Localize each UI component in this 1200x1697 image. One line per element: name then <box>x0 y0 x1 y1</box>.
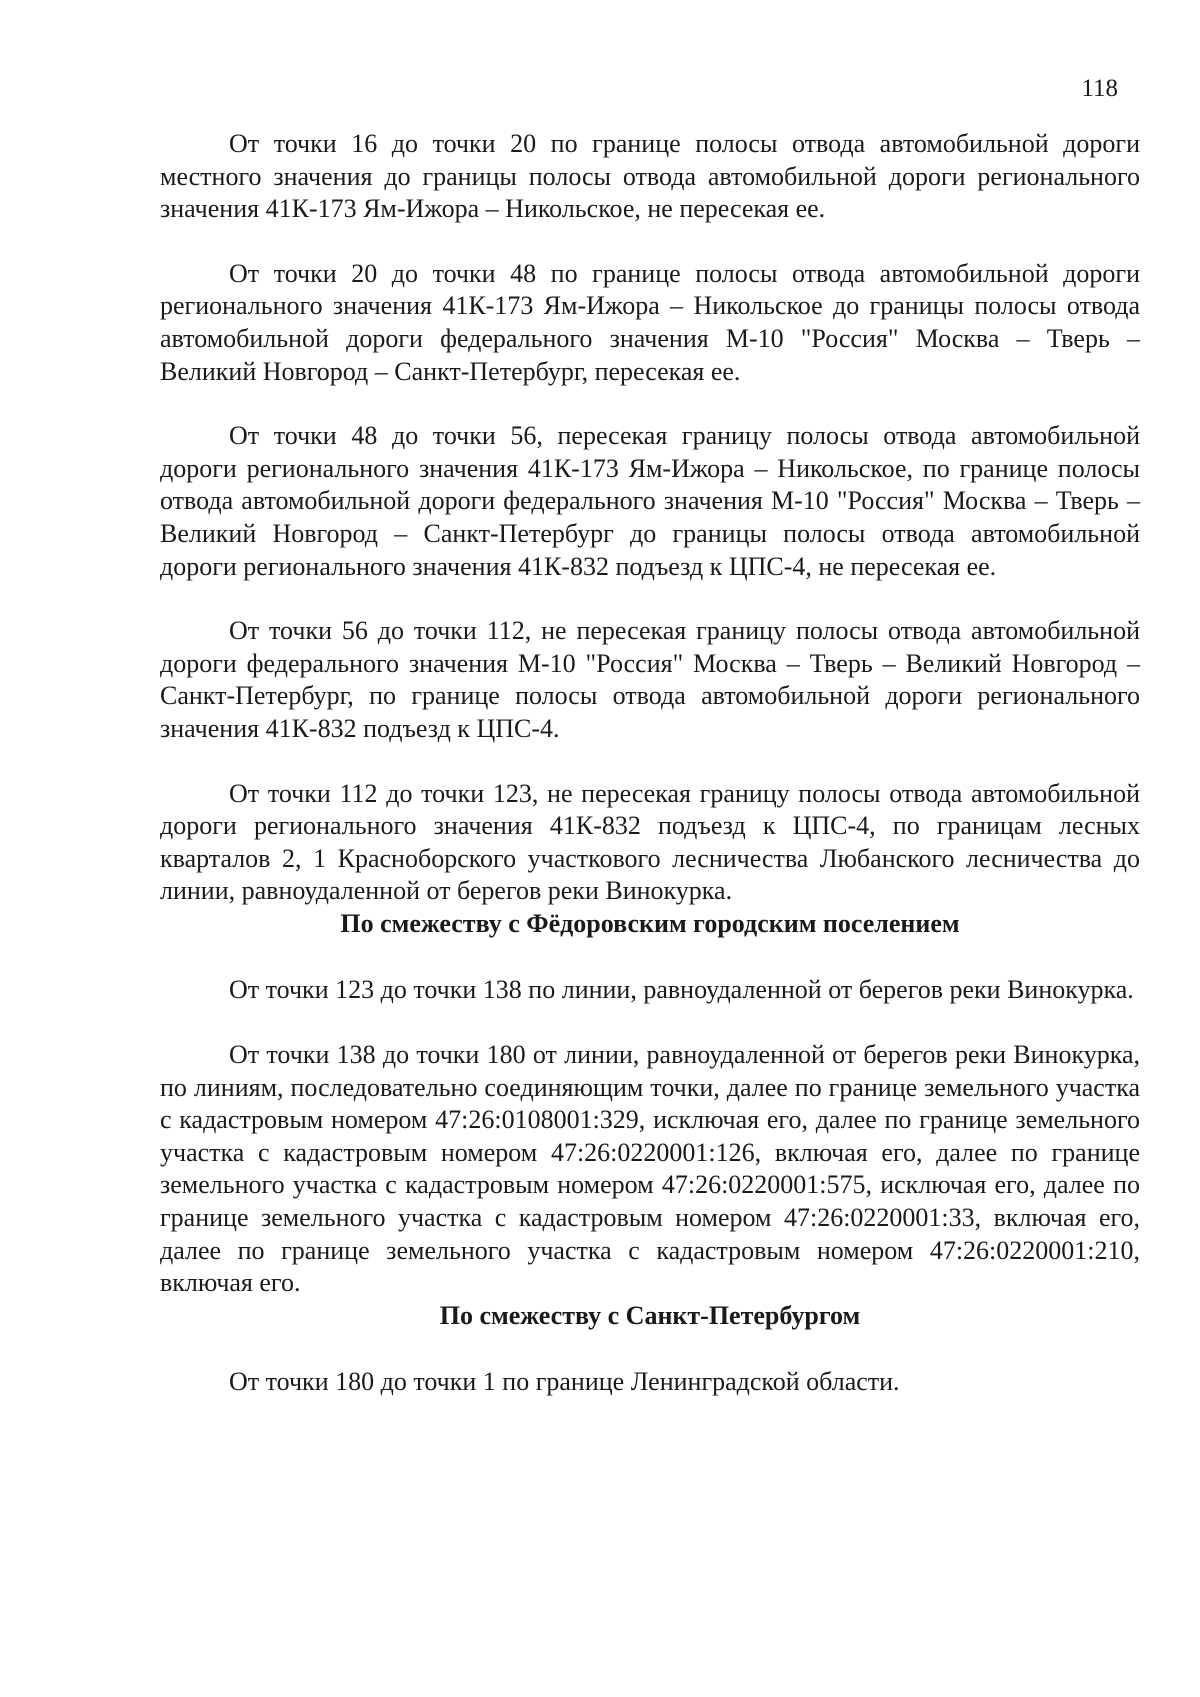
paragraph-1: От точки 16 до точки 20 по границе полосы отвода автомобильной дороги местного значения до границы полосы отвода автомобильной дороги регионального значения 41К-173 Ям-Ижора – Никольское, не пересекая ее. <box>160 129 1140 224</box>
page-number: 118 <box>1081 75 1118 102</box>
section-heading-saint-petersburg: По смежеству с Санкт-Петербургом <box>439 1300 861 1330</box>
paragraph-8: От точки 180 до точки 1 по границе Ленинградской области. <box>229 1367 900 1397</box>
paragraph-5: От точки 112 до точки 123, не пересекая границу полосы отвода автомобильной дороги регионального значения 41К-832 подъезд к ЦПС-4, по границам лесных кварталов 2, 1 Красноборского участкового лесничества Любанского лесничества до линии, равноудаленной от берегов реки Винокурка. <box>160 778 1140 906</box>
paragraph-4: От точки 56 до точки 112, не пересекая границу полосы отвода автомобильной дороги федерального значения М-10 "Россия" Москва – Тверь – Великий Новгород – Санкт-Петербург, по границе полосы отвода автомобильной дороги регионального значения 41К-832 подъезд к ЦПС-4. <box>160 616 1140 743</box>
section-heading-fedorovskoe: По смежеству с Фёдоровским городским поселением <box>340 908 960 938</box>
paragraph-3: От точки 48 до точки 56, пересекая границу полосы отвода автомобильной дороги регионального значения 41К-173 Ям-Ижора – Никольское, по границе полосы отвода автомобильной дороги федерального значения М-10 "Россия" Москва – Тверь – Великий Новгород – Санкт-Петербург до границы полосы отвода автомобильной дороги регионального значения 41К-832 подъезд к ЦПС-4, не пересекая ее. <box>160 421 1140 581</box>
paragraph-6: От точки 123 до точки 138 по линии, равноудаленной от берегов реки Винокурка. <box>229 975 1134 1005</box>
paragraph-2: От точки 20 до точки 48 по границе полосы отвода автомобильной дороги регионального значения 41К-173 Ям-Ижора – Никольское до границы полосы отвода автомобильной дороги федерального значения М-10 "Россия" Москва – Тверь – Великий Новгород – Санкт-Петербург, пересекая ее. <box>160 258 1140 386</box>
document-body <box>160 128 1140 1399</box>
paragraph-7: От точки 138 до точки 180 от линии, равноудаленной от берегов реки Винокурка, по линиям, последовательно соединяющим точки, далее по границе земельного участка с кадастровым номером 47:26:0108001:329, исключая его, далее по границе земельного участка с кадастровым номером 47:26:0220001:126, включая его, далее по границе земельного участка с кадастровым номером 47:26:0220001:575, исключая его, далее по границе земельного участка с кадастровым номером 47:26:0220001:33, включая его, далее по границе земельного участка с кадастровым номером 47:26:0220001:210, включая его. <box>160 1040 1140 1298</box>
